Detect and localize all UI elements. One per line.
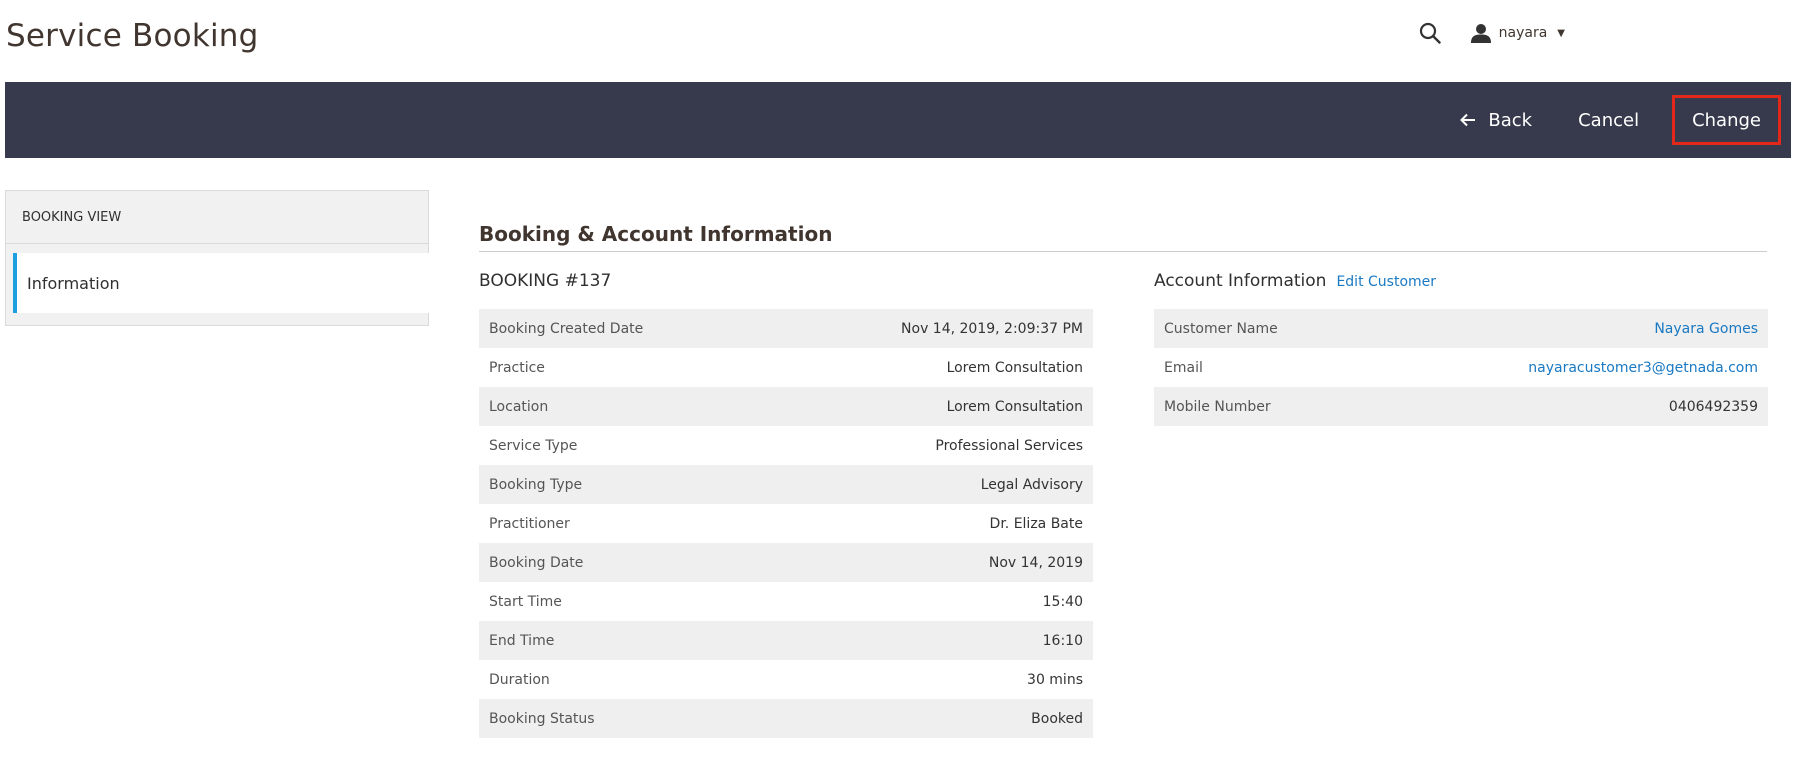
row-value: Nov 14, 2019: [988, 554, 1083, 571]
row-label: Customer Name: [1164, 320, 1278, 337]
table-row: [479, 465, 1093, 504]
back-button[interactable]: [1437, 95, 1555, 145]
section-divider: [479, 251, 1767, 252]
row-value: Booked: [1031, 710, 1083, 727]
account-heading-row: [1154, 271, 1436, 291]
row-label: Email: [1164, 359, 1203, 376]
row-value: Lorem Consultation: [946, 398, 1083, 415]
row-label: Location: [489, 398, 549, 415]
row-label: Practice: [489, 359, 545, 376]
row-label: End Time: [489, 632, 555, 649]
user-icon: [1471, 23, 1491, 43]
row-label: Start Time: [489, 593, 562, 610]
row-value: 30 mins: [1027, 671, 1083, 688]
table-row: [479, 309, 1093, 348]
page-title: Service Booking: [6, 18, 259, 54]
change-label: Change: [1692, 109, 1761, 131]
row-label: Service Type: [489, 437, 578, 454]
customer-name-link[interactable]: Nayara Gomes: [1654, 320, 1758, 337]
account-heading: Account Information: [1154, 271, 1327, 291]
row-value: 16:10: [1042, 632, 1083, 649]
row-label: Practitioner: [489, 515, 570, 532]
booking-info-table: [479, 309, 1093, 738]
table-row: [479, 348, 1093, 387]
table-row: [1154, 387, 1768, 426]
table-row: [479, 621, 1093, 660]
section-title: Booking & Account Information: [479, 222, 833, 246]
cancel-label: Cancel: [1578, 109, 1640, 131]
sidebar-title: BOOKING VIEW: [6, 191, 428, 244]
row-value: Nov 14, 2019, 2:09:37 PM: [901, 320, 1083, 337]
table-row: [479, 582, 1093, 621]
mobile-number-value: 0406492359: [1668, 398, 1758, 415]
table-row: [479, 543, 1093, 582]
row-value: Professional Services: [935, 437, 1083, 454]
user-menu[interactable]: [1471, 23, 1565, 43]
arrow-left-icon: [1460, 113, 1476, 127]
action-buttons: [1437, 92, 1781, 148]
table-row: [479, 504, 1093, 543]
caret-down-icon: ▼: [1557, 27, 1565, 39]
booking-heading: BOOKING #137: [479, 271, 612, 291]
row-label: Booking Status: [489, 710, 595, 727]
row-label: Mobile Number: [1164, 398, 1271, 415]
table-row: [479, 387, 1093, 426]
table-row: [479, 699, 1093, 738]
row-label: Booking Created Date: [489, 320, 644, 337]
search-button[interactable]: [1415, 18, 1445, 48]
table-row: [479, 426, 1093, 465]
action-bar: [5, 82, 1791, 158]
account-info-table: [1154, 309, 1768, 426]
edit-customer-link[interactable]: Edit Customer: [1336, 274, 1437, 290]
username-label: nayara: [1498, 25, 1548, 41]
sidebar: [5, 190, 429, 326]
row-value: Lorem Consultation: [946, 359, 1083, 376]
back-label: Back: [1488, 109, 1533, 131]
row-value: Legal Advisory: [980, 476, 1083, 493]
cancel-button[interactable]: [1555, 95, 1662, 145]
row-label: Booking Type: [489, 476, 583, 493]
row-label: Booking Date: [489, 554, 584, 571]
row-label: Duration: [489, 671, 550, 688]
row-value: Dr. Eliza Bate: [989, 515, 1083, 532]
row-value: 15:40: [1042, 593, 1083, 610]
table-row: [1154, 309, 1768, 348]
search-icon: [1419, 22, 1441, 44]
sidebar-item-information[interactable]: Information: [13, 253, 429, 313]
change-button[interactable]: [1672, 95, 1781, 145]
table-row: [479, 660, 1093, 699]
email-link[interactable]: nayaracustomer3@getnada.com: [1528, 359, 1758, 376]
table-row: [1154, 348, 1768, 387]
header-actions: [1415, 18, 1565, 48]
